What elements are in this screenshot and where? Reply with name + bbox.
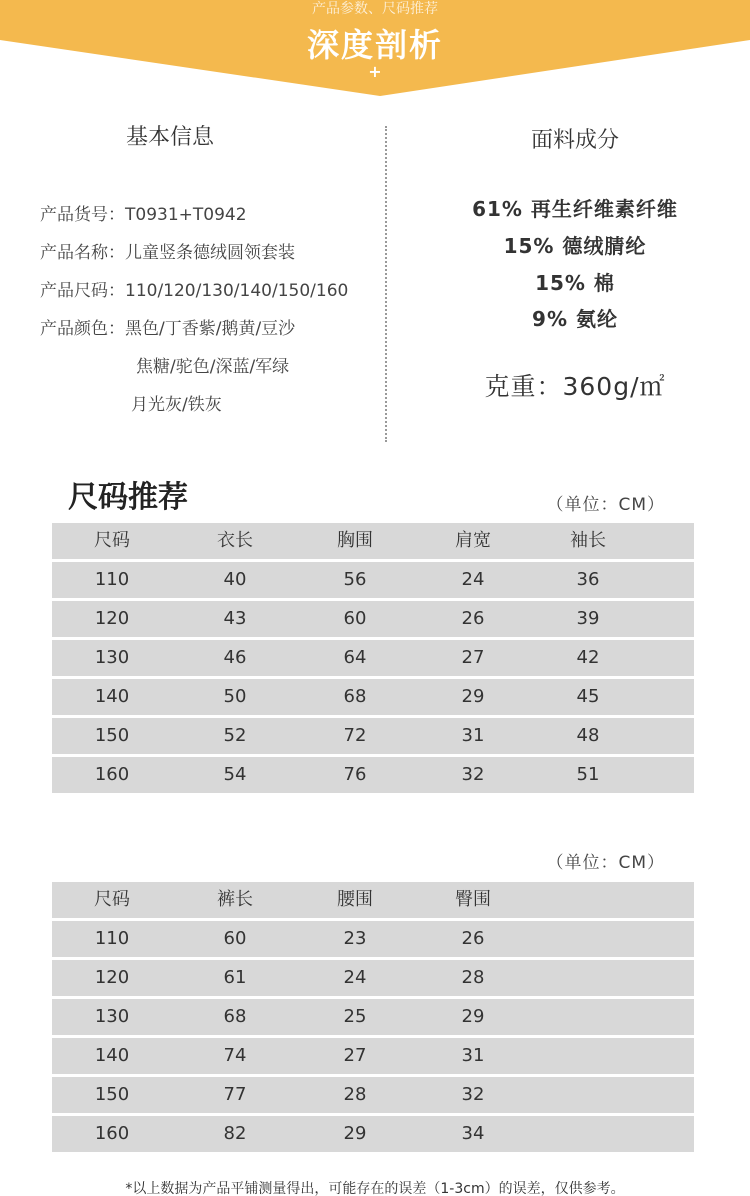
info-row-sizes bbox=[40, 276, 348, 301]
table-row bbox=[52, 718, 694, 754]
table-cell: 45 bbox=[576, 686, 600, 707]
table-cell: 42 bbox=[576, 647, 600, 668]
table-cell: 140 bbox=[94, 1045, 130, 1066]
table-cell: 40 bbox=[223, 569, 247, 590]
table-header-row bbox=[52, 882, 694, 918]
table-cell: 150 bbox=[94, 725, 130, 746]
info-label: 产品货号： bbox=[40, 205, 125, 225]
fabric-item: 15% 德绒腈纶 bbox=[503, 234, 647, 258]
table-cell: 24 bbox=[461, 569, 485, 590]
fabric-item: 9% 氨纶 bbox=[532, 307, 618, 331]
table-header-cell: 肩宽 bbox=[455, 530, 491, 551]
table-cell: 27 bbox=[461, 647, 485, 668]
table-row bbox=[52, 1038, 694, 1074]
info-colors-continued-2: 月光灰/铁灰 bbox=[131, 395, 222, 415]
banner-subtitle: 产品参数、尺码推荐 bbox=[312, 1, 438, 17]
section-divider bbox=[385, 126, 387, 442]
table-header-cell: 尺码 bbox=[94, 889, 130, 910]
table-cell: 32 bbox=[461, 764, 485, 785]
table-cell: 160 bbox=[94, 1123, 130, 1144]
table-cell: 150 bbox=[94, 1084, 130, 1105]
footnote: *以上数据为产品平铺测量得出，可能存在的误差（1-3cm）的误差，仅供参考。 bbox=[125, 1181, 625, 1196]
table-cell: 29 bbox=[343, 1123, 367, 1144]
table-cell: 28 bbox=[343, 1084, 367, 1105]
table-cell: 26 bbox=[461, 928, 485, 949]
table-row bbox=[52, 679, 694, 715]
table-header-cell: 尺码 bbox=[94, 530, 130, 551]
table-cell: 140 bbox=[94, 686, 130, 707]
table-cell: 130 bbox=[94, 647, 130, 668]
info-value: T0931+T0942 bbox=[125, 205, 247, 225]
table-header-cell: 臀围 bbox=[455, 889, 491, 910]
table-cell: 120 bbox=[94, 967, 130, 988]
table-cell: 60 bbox=[343, 608, 367, 629]
table-row bbox=[52, 640, 694, 676]
table-cell: 31 bbox=[461, 725, 485, 746]
info-label: 产品尺码： bbox=[40, 281, 125, 301]
info-label: 产品颜色： bbox=[40, 319, 125, 339]
table-cell: 60 bbox=[223, 928, 247, 949]
table-cell: 64 bbox=[343, 647, 367, 668]
fabric-weight: 克重：360g/㎡ bbox=[484, 372, 666, 401]
table-row bbox=[52, 1077, 694, 1113]
table-cell: 110 bbox=[94, 928, 130, 949]
table-header-row bbox=[52, 523, 694, 559]
banner-title: 深度剖析 bbox=[306, 26, 443, 64]
info-label: 产品名称： bbox=[40, 243, 125, 263]
table-cell: 23 bbox=[343, 928, 367, 949]
table-cell: 31 bbox=[461, 1045, 485, 1066]
table-cell: 61 bbox=[223, 967, 247, 988]
info-row-item-number bbox=[40, 200, 247, 225]
table-header-cell: 胸围 bbox=[337, 530, 373, 551]
table-cell: 52 bbox=[223, 725, 247, 746]
table-cell: 72 bbox=[343, 725, 367, 746]
table-cell: 130 bbox=[94, 1006, 130, 1027]
table-cell: 77 bbox=[223, 1084, 247, 1105]
table-cell: 120 bbox=[94, 608, 130, 629]
table-cell: 34 bbox=[461, 1123, 485, 1144]
table-row bbox=[52, 757, 694, 793]
info-value: 110/120/130/140/150/160 bbox=[125, 281, 349, 301]
basic-info-heading: 基本信息 bbox=[125, 125, 214, 150]
table-cell: 68 bbox=[223, 1006, 247, 1027]
info-row-colors bbox=[40, 314, 295, 339]
table-cell: 36 bbox=[576, 569, 600, 590]
table-cell: 25 bbox=[343, 1006, 367, 1027]
table-cell: 24 bbox=[343, 967, 367, 988]
table-cell: 48 bbox=[576, 725, 600, 746]
top-size-table bbox=[52, 523, 694, 796]
table-cell: 46 bbox=[223, 647, 247, 668]
table-row bbox=[52, 960, 694, 996]
table-cell: 160 bbox=[94, 764, 130, 785]
table-row bbox=[52, 601, 694, 637]
table-row bbox=[52, 999, 694, 1035]
table-cell: 82 bbox=[223, 1123, 247, 1144]
table-row bbox=[52, 921, 694, 957]
table-header-cell: 袖长 bbox=[570, 530, 606, 551]
fabric-item: 61% 再生纤维素纤维 bbox=[472, 197, 678, 221]
info-value: 黑色/丁香紫/鹅黄/豆沙 bbox=[125, 319, 296, 339]
plus-icon: + bbox=[368, 62, 382, 81]
size-section-title: 尺码推荐 bbox=[68, 480, 188, 515]
table-cell: 32 bbox=[461, 1084, 485, 1105]
info-value: 儿童竖条德绒圆领套装 bbox=[125, 243, 295, 263]
fabric-item: 15% 棉 bbox=[535, 271, 615, 295]
info-row-product-name bbox=[40, 238, 295, 263]
table-header-cell: 衣长 bbox=[217, 530, 253, 551]
fabric-heading: 面料成分 bbox=[530, 128, 619, 153]
top-table-unit: （单位：CM） bbox=[546, 495, 665, 515]
table-cell: 51 bbox=[576, 764, 600, 785]
table-header-cell: 腰围 bbox=[337, 889, 373, 910]
table-cell: 50 bbox=[223, 686, 247, 707]
table-cell: 39 bbox=[576, 608, 600, 629]
table-cell: 27 bbox=[343, 1045, 367, 1066]
table-cell: 54 bbox=[223, 764, 247, 785]
table-cell: 56 bbox=[343, 569, 367, 590]
table-header-cell: 裤长 bbox=[217, 889, 253, 910]
table-cell: 68 bbox=[343, 686, 367, 707]
table-row bbox=[52, 562, 694, 598]
table-row bbox=[52, 1116, 694, 1152]
table-cell: 43 bbox=[223, 608, 247, 629]
table-cell: 29 bbox=[461, 686, 485, 707]
header-banner bbox=[0, 0, 750, 100]
info-colors-continued-1: 焦糖/驼色/深蓝/军绿 bbox=[136, 357, 290, 377]
table-cell: 29 bbox=[461, 1006, 485, 1027]
table-cell: 28 bbox=[461, 967, 485, 988]
table-cell: 74 bbox=[223, 1045, 247, 1066]
table-cell: 76 bbox=[343, 764, 367, 785]
table-cell: 26 bbox=[461, 608, 485, 629]
bottom-table-unit: （单位：CM） bbox=[546, 853, 665, 873]
table-cell: 110 bbox=[94, 569, 130, 590]
bottom-size-table bbox=[52, 882, 694, 1155]
